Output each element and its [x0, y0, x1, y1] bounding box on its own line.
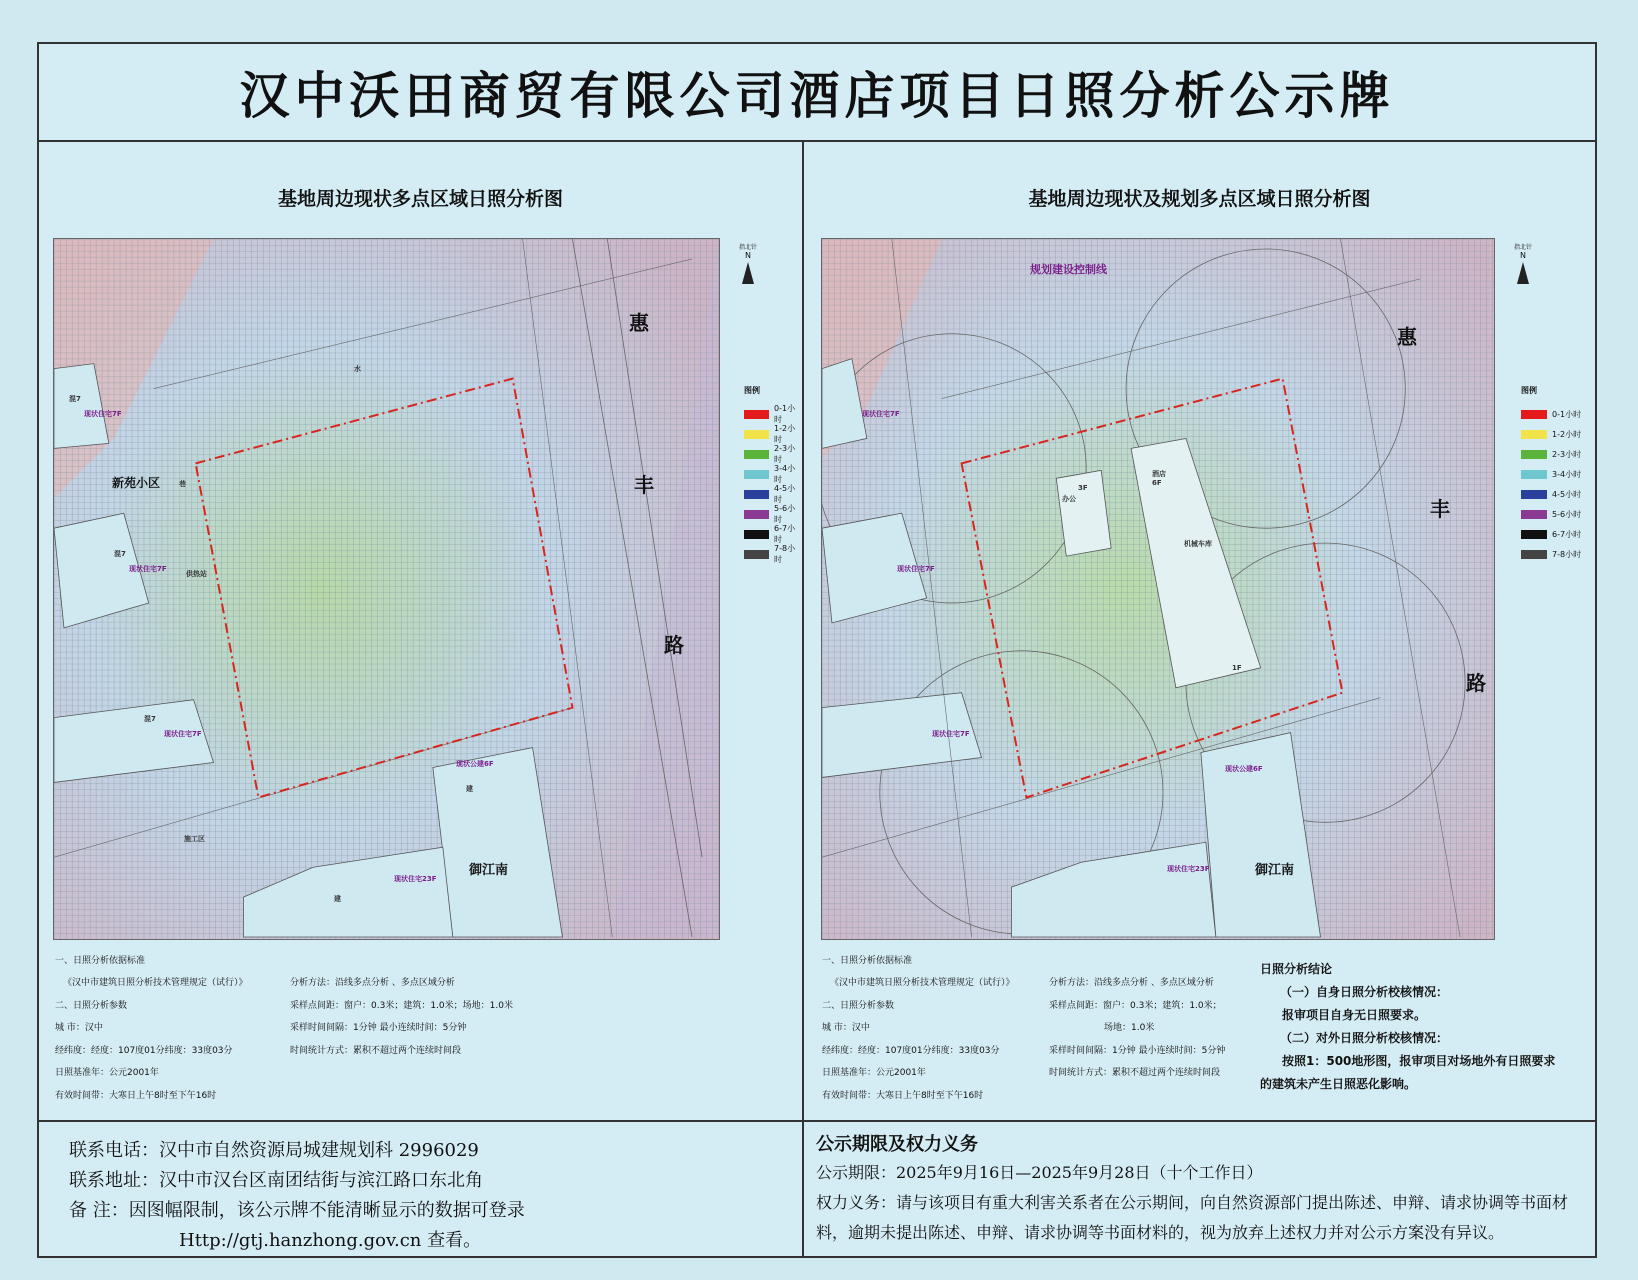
note-base-year: 日照基准年：公元2001年	[55, 1068, 159, 1078]
note-valid: 有效时间带：大寒日上午8时至下午16时	[822, 1091, 984, 1101]
road-label-feng: 丰	[634, 473, 654, 497]
note-heading: 一、日照分析依据标准	[55, 956, 146, 966]
area-label: 水	[354, 365, 361, 373]
legend-item	[1521, 504, 1581, 524]
note-city: 城 市：汉中	[55, 1023, 103, 1033]
building-type-label: 建	[334, 895, 341, 903]
road-label-lu: 路	[1466, 671, 1486, 695]
note-heading: 二、日照分析参数	[822, 1001, 895, 1011]
building-label: 现状住宅7F	[84, 410, 122, 418]
legend-item	[1521, 464, 1581, 484]
north-arrow-label: 指北针	[738, 244, 757, 251]
legend-item	[1521, 484, 1581, 504]
building-label: 现状住宅7F	[164, 730, 202, 738]
legend-swatch	[1521, 470, 1547, 479]
yujiangnan-label: 御江南	[1255, 863, 1295, 878]
legend-swatch	[1521, 450, 1547, 459]
legend-swatch	[1521, 490, 1547, 499]
building-type-label: 混7	[144, 715, 156, 723]
legend-item	[744, 404, 802, 424]
legend-item	[1521, 444, 1581, 464]
note-spacing: 采样点间距：窗户：0.3米；建筑：1.0米；	[1049, 1001, 1222, 1011]
right-panel	[804, 142, 1595, 1120]
legend-label: 5-6小时	[1552, 509, 1582, 519]
legend-label: 1-2小时	[774, 424, 796, 444]
legend-label: 5-6小时	[774, 504, 796, 524]
note-spacing: 采样点间距：窗户：0.3米；建筑：1.0米；场地：1.0米	[290, 1001, 513, 1011]
note-base-year: 日照基准年：公元2001年	[822, 1068, 926, 1078]
area-label: 施工区	[184, 835, 205, 843]
legend-label: 0-1小时	[774, 404, 796, 424]
legend-label: 4-5小时	[1552, 489, 1582, 499]
north-arrow-label: 指北针	[1513, 244, 1532, 251]
title-bar	[39, 44, 1595, 142]
note-interval: 采样时间间隔：1分钟 最小连续时间：5分钟	[1049, 1046, 1226, 1056]
floor-label: 6F	[1152, 479, 1162, 487]
legend-label: 3-4小时	[1552, 469, 1582, 479]
proposed-building-label: 办公	[1062, 495, 1076, 503]
building-type-label: 混7	[114, 550, 126, 558]
note-stat: 时间统计方式：累积不超过两个连续时间段	[290, 1046, 462, 1056]
conclusion-line: 按照1：500地形图，报审项目对场地外有日照要求	[1282, 1054, 1556, 1068]
legend-item	[744, 464, 802, 484]
legend-item	[744, 524, 802, 544]
legend-item	[744, 444, 802, 464]
legend-label: 6-7小时	[774, 524, 796, 544]
legend-swatch	[744, 550, 769, 559]
note-lonlat: 经纬度：经度：107度01分纬度：33度03分	[55, 1046, 233, 1056]
legend-label: 6-7小时	[1552, 529, 1582, 539]
road-label-feng: 丰	[1430, 497, 1450, 521]
publicity-period: 公示期限：2025年9月16日—2025年9月28日（十个工作日）	[816, 1163, 1263, 1182]
legend-item	[1521, 404, 1581, 424]
legend-swatch	[744, 510, 769, 519]
note-stat: 时间统计方式：累积不超过两个连续时间段	[1049, 1068, 1221, 1078]
legend-item	[1521, 424, 1581, 444]
contact-info	[39, 1120, 804, 1258]
legend-title: 图例	[1521, 386, 1537, 395]
note-lonlat: 经纬度：经度：107度01分纬度：33度03分	[822, 1046, 1000, 1056]
xinyuan-label: 新苑小区	[112, 476, 161, 490]
legend-item	[744, 544, 802, 564]
note-interval: 采样时间间隔：1分钟 最小连续时间：5分钟	[290, 1023, 467, 1033]
legend-item	[744, 504, 802, 524]
left-sunlight-map	[53, 238, 720, 940]
legend-label: 2-3小时	[774, 444, 796, 464]
conclusion-title: 日照分析结论	[1260, 962, 1333, 976]
legend-swatch	[1521, 510, 1547, 519]
north-arrow-icon	[1512, 242, 1534, 284]
note-method: 分析方法：沿线多点分析 、多点区域分析	[1049, 978, 1214, 988]
area-label: 供热站	[186, 570, 207, 578]
legend-swatch	[744, 530, 769, 539]
note-heading: 一、日照分析依据标准	[822, 956, 913, 966]
building-label: 现状住宅7F	[897, 565, 935, 573]
contact-phone: 联系电话：汉中市自然资源局城建规划科 2996029	[69, 1140, 479, 1161]
contact-url[interactable]: Http://gtj.hanzhong.gov.cn 查看。	[179, 1230, 482, 1251]
publicity-rights: 权力义务：请与该项目有重大利害关系者在公示期间，向自然资源部门提出陈述、申辩、请求协调等书面材料，逾期未提出陈述、申辩、请求协调等书面材料的，视为放弃上述权力并对公示方案没有异议。	[816, 1193, 1569, 1242]
left-panel	[39, 142, 804, 1120]
building-label: 现状住宅7F	[862, 410, 900, 418]
right-panel-title: 基地周边现状及规划多点区域日照分析图	[1028, 188, 1371, 210]
left-panel-title: 基地周边现状多点区域日照分析图	[277, 188, 563, 210]
legend-swatch	[1521, 410, 1547, 419]
yujiangnan-label: 御江南	[469, 863, 509, 878]
contact-note: 备 注：因图幅限制，该公示牌不能清晰显示的数据可登录	[69, 1200, 525, 1221]
road-label-hui: 惠	[1397, 325, 1417, 349]
legend-item	[1521, 544, 1581, 564]
building-type-label: 混7	[69, 395, 81, 403]
legend-item	[744, 424, 802, 444]
note-standard: 《汉中市建筑日照分析技术管理规定（试行）》	[830, 978, 1015, 988]
proposed-building-label: 酒店	[1152, 470, 1166, 478]
note-method: 分析方法：沿线多点分析 、多点区域分析	[290, 978, 455, 988]
right-sunlight-map	[821, 238, 1495, 940]
note-spacing: 场地：1.0米	[1104, 1023, 1155, 1033]
legend-swatch	[744, 450, 769, 459]
conclusion-line: 报审项目自身无日照要求。	[1282, 1008, 1427, 1022]
legend-label: 7-8小时	[774, 544, 796, 564]
road-label-hui: 惠	[629, 311, 649, 335]
legend-swatch	[744, 410, 769, 419]
legend-swatch	[744, 470, 769, 479]
legend	[744, 385, 802, 564]
page-title: 汉中沃田商贸有限公司酒店项目日照分析公示牌	[239, 67, 1395, 125]
area-label: 巷	[179, 480, 186, 488]
publicity-info	[804, 1120, 1595, 1258]
north-arrow-icon	[737, 242, 759, 284]
north-letter: N	[1520, 251, 1526, 260]
note-valid: 有效时间带：大寒日上午8时至下午16时	[55, 1091, 217, 1101]
notice-board	[37, 42, 1597, 1258]
legend-title: 图例	[744, 386, 760, 395]
proposed-building-label: 机械车库	[1184, 540, 1212, 548]
legend-swatch	[1521, 430, 1547, 439]
building-type-label: 建	[466, 785, 473, 793]
legend-swatch	[744, 430, 769, 439]
legend-label: 3-4小时	[774, 464, 796, 484]
floor-label: 3F	[1078, 484, 1088, 492]
floor-label: 1F	[1232, 664, 1242, 672]
left-map-graphic	[54, 239, 719, 939]
right-map-graphic	[822, 239, 1494, 939]
conclusion-line: （一）自身日照分析校核情况：	[1280, 985, 1449, 999]
legend-label: 0-1小时	[1552, 409, 1582, 419]
publicity-title: 公示期限及权力义务	[816, 1134, 978, 1155]
contact-address: 联系地址：汉中市汉台区南团结街与滨江路口东北角	[69, 1170, 483, 1191]
note-heading: 二、日照分析参数	[55, 1001, 128, 1011]
note-standard: 《汉中市建筑日照分析技术管理规定（试行）》	[63, 978, 248, 988]
north-letter: N	[745, 251, 751, 260]
legend-label: 4-5小时	[774, 484, 796, 504]
legend-swatch	[744, 490, 769, 499]
building-label: 现状住宅7F	[129, 565, 167, 573]
road-label-lu: 路	[664, 633, 684, 657]
conclusion-line: 的建筑未产生日照恶化影响。	[1260, 1077, 1417, 1091]
note-city: 城 市：汉中	[822, 1023, 870, 1033]
legend	[1521, 385, 1581, 564]
legend-swatch	[1521, 550, 1547, 559]
legend-swatch	[1521, 530, 1547, 539]
legend-label: 7-8小时	[1552, 549, 1582, 559]
building-label: 现状住宅23F	[1167, 865, 1210, 873]
legend-item	[1521, 524, 1581, 544]
legend-label: 2-3小时	[1552, 449, 1582, 459]
building-label: 现状住宅7F	[932, 730, 970, 738]
planned-label: 规划建设控制线	[1030, 263, 1107, 276]
building-label: 现状公建6F	[456, 760, 494, 768]
building-label: 现状公建6F	[1225, 765, 1263, 773]
conclusion-line: （二）对外日照分析校核情况：	[1280, 1031, 1449, 1045]
legend-item	[744, 484, 802, 504]
legend-label: 1-2小时	[1552, 429, 1582, 439]
building-label: 现状住宅23F	[394, 875, 437, 883]
